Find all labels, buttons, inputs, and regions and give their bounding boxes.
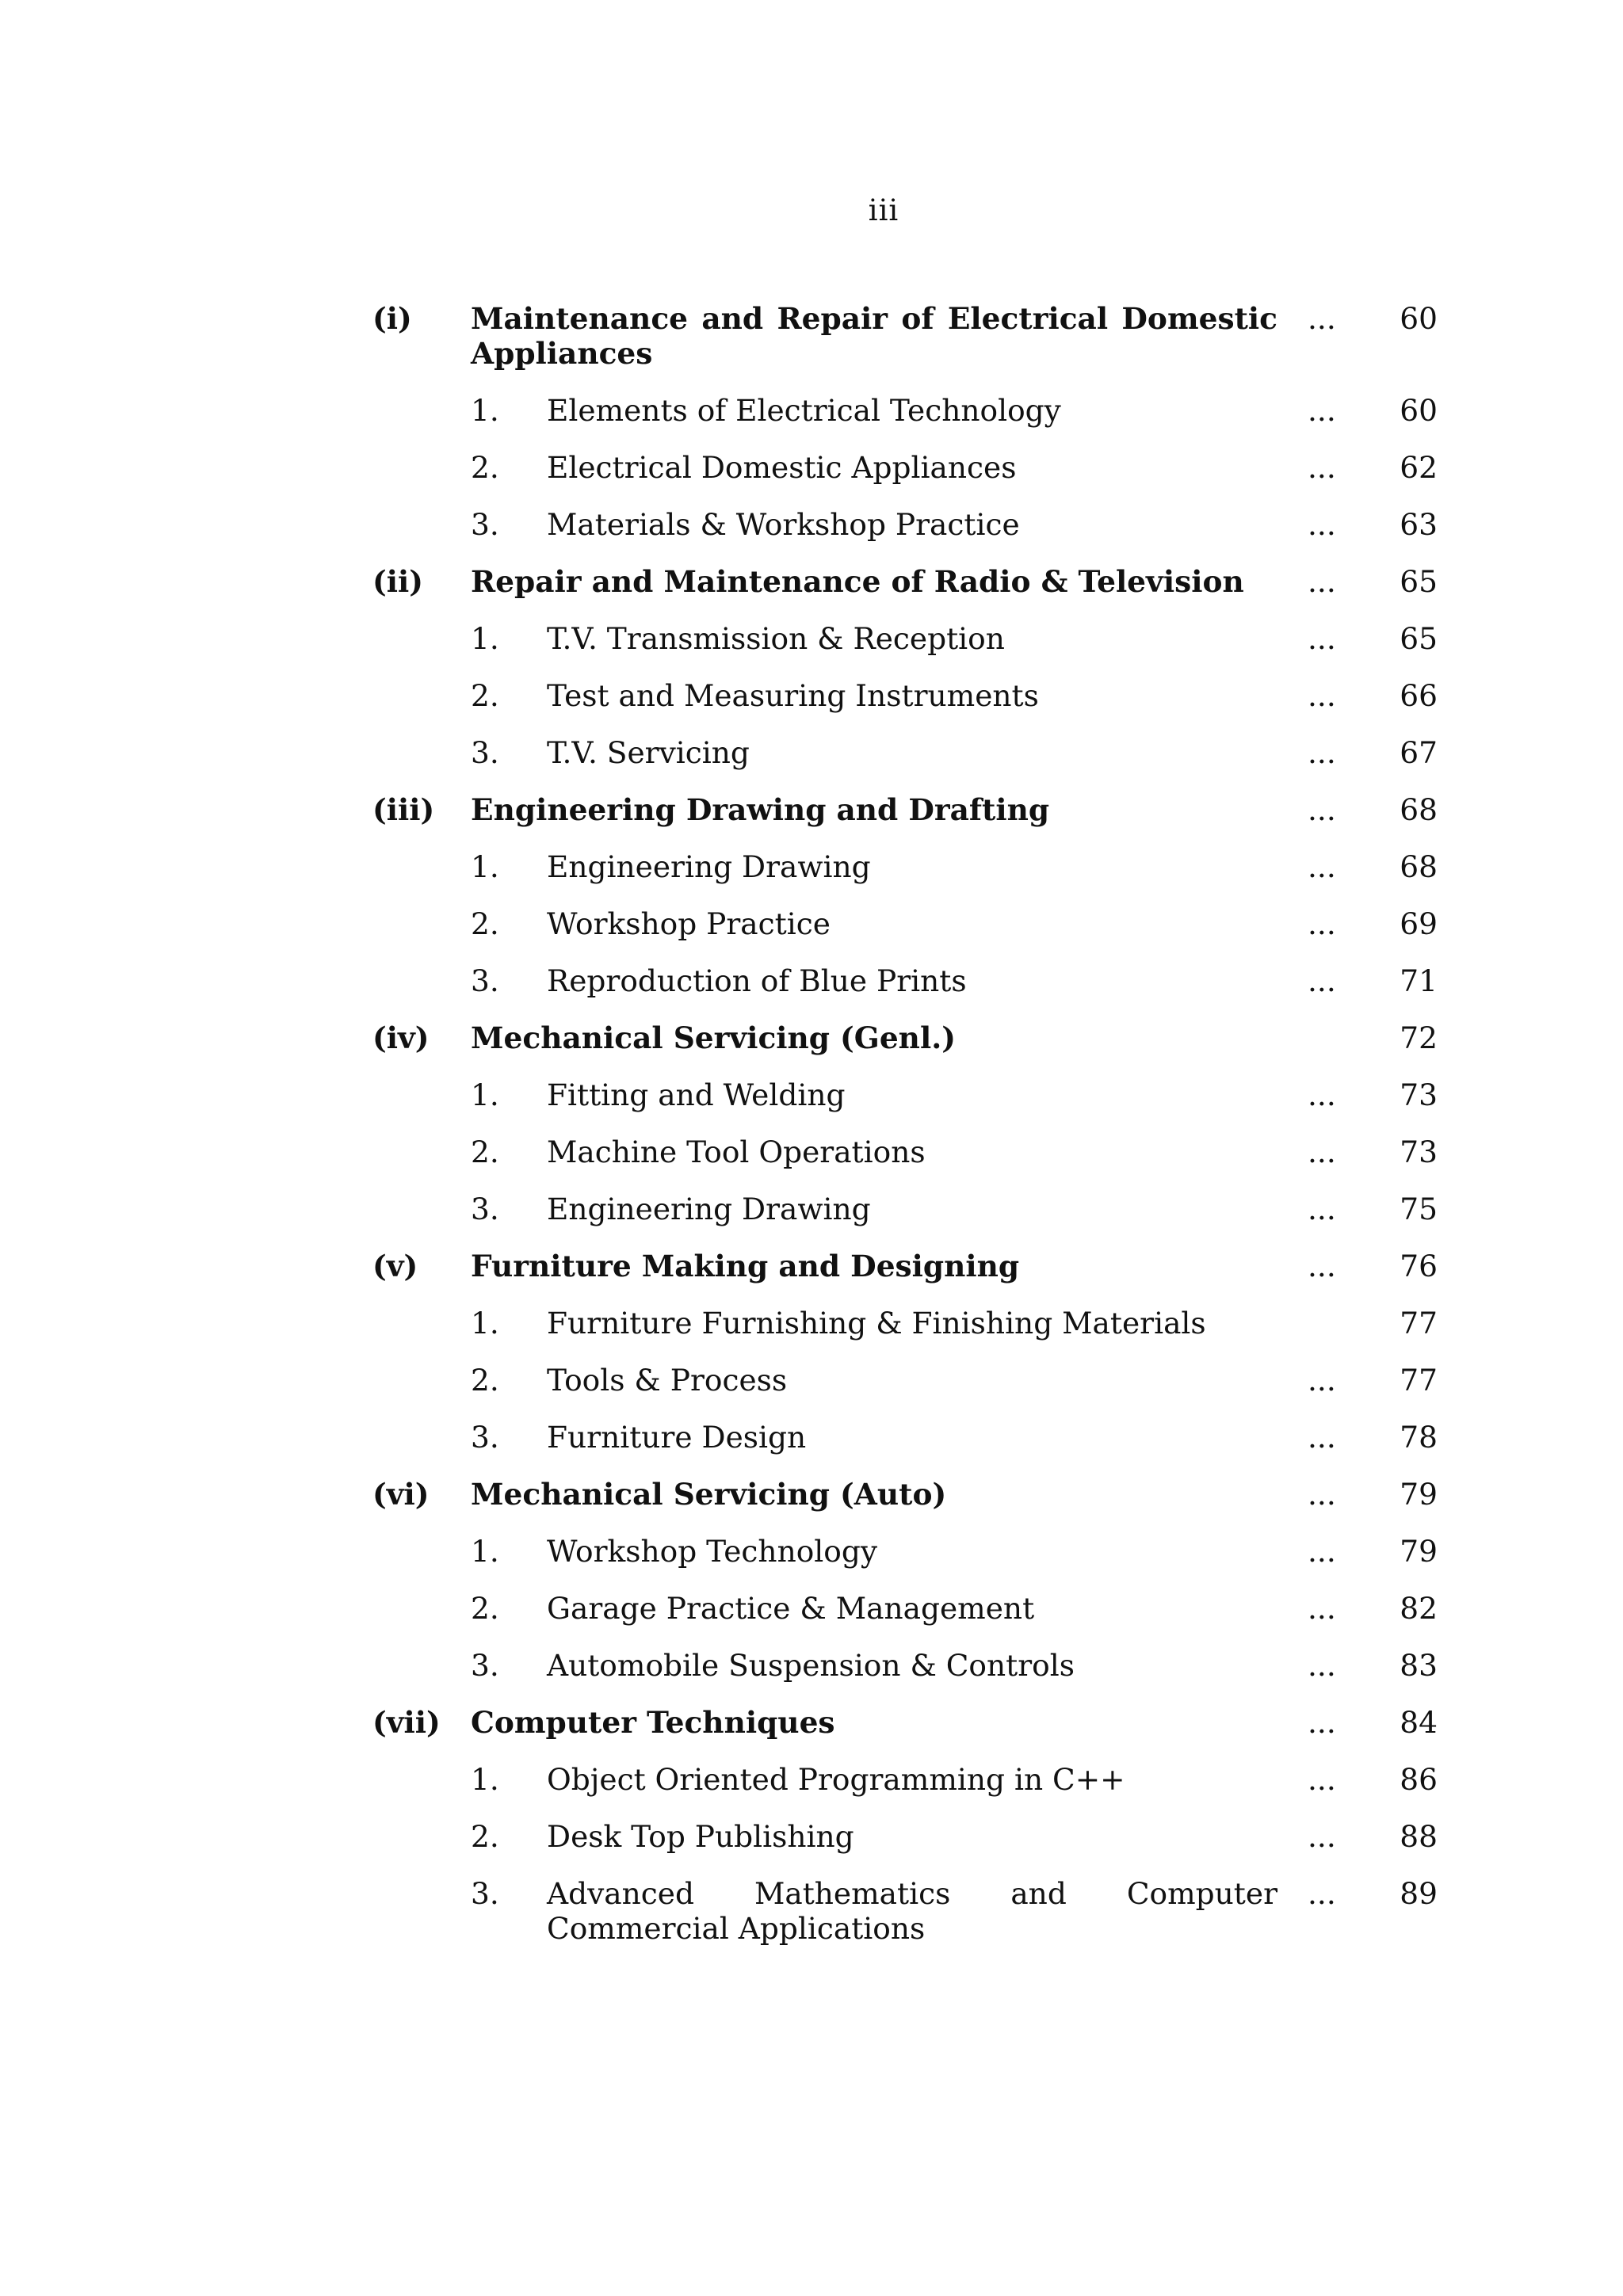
item-page: 78 (1400, 1420, 1438, 1455)
leader-dots: ... (1308, 1363, 1336, 1398)
item-title: Furniture Furnishing & Finishing Materials (547, 1306, 1206, 1341)
section-page: 76 (1400, 1249, 1438, 1283)
section-number: (vi) (372, 1477, 430, 1512)
item-page: 83 (1400, 1648, 1438, 1683)
leader-dots: ... (1308, 1705, 1336, 1740)
section-number: (v) (372, 1249, 418, 1283)
leader-dots: ... (1308, 1077, 1336, 1112)
item-number: 2. (471, 1819, 499, 1854)
item-number: 2. (471, 1135, 499, 1169)
item-number: 3. (471, 1192, 499, 1226)
item-title: Workshop Practice (547, 906, 831, 941)
leader-dots: ... (1308, 450, 1336, 485)
item-title: Electrical Domestic Appliances (547, 450, 1017, 485)
item-title: Advanced Mathematics and Computer Commercial Applications (547, 1876, 1277, 1946)
toc-item-row (372, 1077, 1474, 1112)
item-page: 63 (1400, 507, 1438, 542)
item-page: 79 (1400, 1534, 1438, 1569)
item-number: 1. (471, 1762, 499, 1797)
item-title: Fitting and Welding (547, 1077, 846, 1112)
item-title: Elements of Electrical Technology (547, 393, 1061, 428)
leader-dots: ... (1308, 735, 1336, 770)
item-page: 60 (1400, 393, 1438, 428)
item-number: 1. (471, 1534, 499, 1569)
toc-section-row (372, 792, 1474, 827)
item-title: Furniture Design (547, 1420, 807, 1455)
item-number: 1. (471, 1306, 499, 1341)
toc-item-row (372, 1876, 1474, 1946)
toc-item-row (372, 678, 1474, 713)
section-page: 68 (1400, 792, 1438, 827)
toc-item-row (372, 1306, 1474, 1341)
section-page: 65 (1400, 564, 1438, 599)
item-title: Engineering Drawing (547, 1192, 871, 1226)
item-number: 2. (471, 678, 499, 713)
item-page: 75 (1400, 1192, 1438, 1226)
page-number: iii (868, 193, 899, 227)
item-page: 86 (1400, 1762, 1438, 1797)
leader-dots: ... (1308, 1135, 1336, 1169)
item-page: 77 (1400, 1363, 1438, 1398)
toc-section-row (372, 1477, 1474, 1512)
leader-dots: ... (1308, 393, 1336, 428)
item-page: 65 (1400, 621, 1438, 656)
section-title: Mechanical Servicing (Auto) (471, 1477, 947, 1512)
item-number: 2. (471, 906, 499, 941)
section-title: Mechanical Servicing (Genl.) (471, 1020, 956, 1055)
item-page: 69 (1400, 906, 1438, 941)
item-number: 1. (471, 1077, 499, 1112)
toc-section-row (372, 301, 1474, 371)
item-title: Garage Practice & Management (547, 1591, 1035, 1626)
leader-dots: ... (1308, 678, 1336, 713)
item-page: 67 (1400, 735, 1438, 770)
item-page: 66 (1400, 678, 1438, 713)
leader-dots: ... (1308, 1876, 1336, 1911)
item-page: 77 (1400, 1306, 1438, 1341)
leader-dots: ... (1308, 301, 1336, 336)
leader-dots: ... (1308, 1192, 1336, 1226)
item-number: 1. (471, 849, 499, 884)
item-title: Machine Tool Operations (547, 1135, 926, 1169)
item-title: Desk Top Publishing (547, 1819, 854, 1854)
leader-dots: ... (1308, 1591, 1336, 1626)
toc-section-row (372, 564, 1474, 599)
toc-item-row (372, 1819, 1474, 1854)
leader-dots: ... (1308, 1762, 1336, 1797)
item-title: Workshop Technology (547, 1534, 878, 1569)
section-number: (i) (372, 301, 412, 336)
toc-item-row (372, 1591, 1474, 1626)
item-title: Materials & Workshop Practice (547, 507, 1020, 542)
item-number: 2. (471, 450, 499, 485)
section-title: Repair and Maintenance of Radio & Television (471, 564, 1244, 599)
leader-dots: ... (1308, 621, 1336, 656)
toc-item-row (372, 1648, 1474, 1683)
section-page: 79 (1400, 1477, 1438, 1512)
section-number: (iv) (372, 1020, 430, 1055)
toc-item-row (372, 1135, 1474, 1169)
section-number: (ii) (372, 564, 423, 599)
item-title: Test and Measuring Instruments (547, 678, 1039, 713)
section-number: (vii) (372, 1705, 441, 1740)
leader-dots: ... (1308, 1420, 1336, 1455)
toc-item-row (372, 906, 1474, 941)
section-title: Engineering Drawing and Drafting (471, 792, 1050, 827)
toc-item-row (372, 1420, 1474, 1455)
item-number: 3. (471, 1648, 499, 1683)
leader-dots: ... (1308, 1249, 1336, 1283)
item-number: 3. (471, 1420, 499, 1455)
item-page: 62 (1400, 450, 1438, 485)
leader-dots: ... (1308, 564, 1336, 599)
item-page: 89 (1400, 1876, 1438, 1911)
item-title: Automobile Suspension & Controls (547, 1648, 1075, 1683)
toc-section-row (372, 1020, 1474, 1055)
leader-dots: ... (1308, 906, 1336, 941)
item-title: Object Oriented Programming in C++ (547, 1762, 1125, 1797)
toc-item-row (372, 1363, 1474, 1398)
item-page: 71 (1400, 963, 1438, 998)
section-title: Maintenance and Repair of Electrical Domestic Appliances (471, 301, 1277, 371)
item-number: 1. (471, 393, 499, 428)
toc-item-row (372, 621, 1474, 656)
toc-item-row (372, 735, 1474, 770)
section-page: 72 (1400, 1020, 1438, 1055)
leader-dots: ... (1308, 1648, 1336, 1683)
item-number: 3. (471, 1876, 499, 1911)
item-page: 82 (1400, 1591, 1438, 1626)
item-number: 3. (471, 507, 499, 542)
toc-item-row (372, 393, 1474, 428)
item-title: Tools & Process (547, 1363, 788, 1398)
toc-section-row (372, 1705, 1474, 1740)
toc-item-row (372, 963, 1474, 998)
leader-dots: ... (1308, 963, 1336, 998)
leader-dots: ... (1308, 1819, 1336, 1854)
table-of-contents (372, 301, 1474, 1968)
item-page: 68 (1400, 849, 1438, 884)
item-page: 73 (1400, 1077, 1438, 1112)
leader-dots: ... (1308, 1534, 1336, 1569)
toc-item-row (372, 507, 1474, 542)
item-number: 2. (471, 1591, 499, 1626)
toc-item-row (372, 849, 1474, 884)
item-number: 3. (471, 735, 499, 770)
section-number: (iii) (372, 792, 435, 827)
item-title: Engineering Drawing (547, 849, 871, 884)
item-number: 1. (471, 621, 499, 656)
leader-dots: ... (1308, 1477, 1336, 1512)
toc-item-row (372, 450, 1474, 485)
section-page: 84 (1400, 1705, 1438, 1740)
section-page: 60 (1400, 301, 1438, 336)
leader-dots: ... (1308, 507, 1336, 542)
item-title: Reproduction of Blue Prints (547, 963, 967, 998)
leader-dots: ... (1308, 849, 1336, 884)
item-page: 73 (1400, 1135, 1438, 1169)
item-title: T.V. Servicing (547, 735, 750, 770)
item-title: T.V. Transmission & Reception (547, 621, 1005, 656)
toc-section-row (372, 1249, 1474, 1283)
section-title: Furniture Making and Designing (471, 1249, 1020, 1283)
item-number: 2. (471, 1363, 499, 1398)
section-title: Computer Techniques (471, 1705, 835, 1740)
item-number: 3. (471, 963, 499, 998)
item-page: 88 (1400, 1819, 1438, 1854)
toc-item-row (372, 1192, 1474, 1226)
toc-item-row (372, 1762, 1474, 1797)
leader-dots: ... (1308, 792, 1336, 827)
toc-item-row (372, 1534, 1474, 1569)
